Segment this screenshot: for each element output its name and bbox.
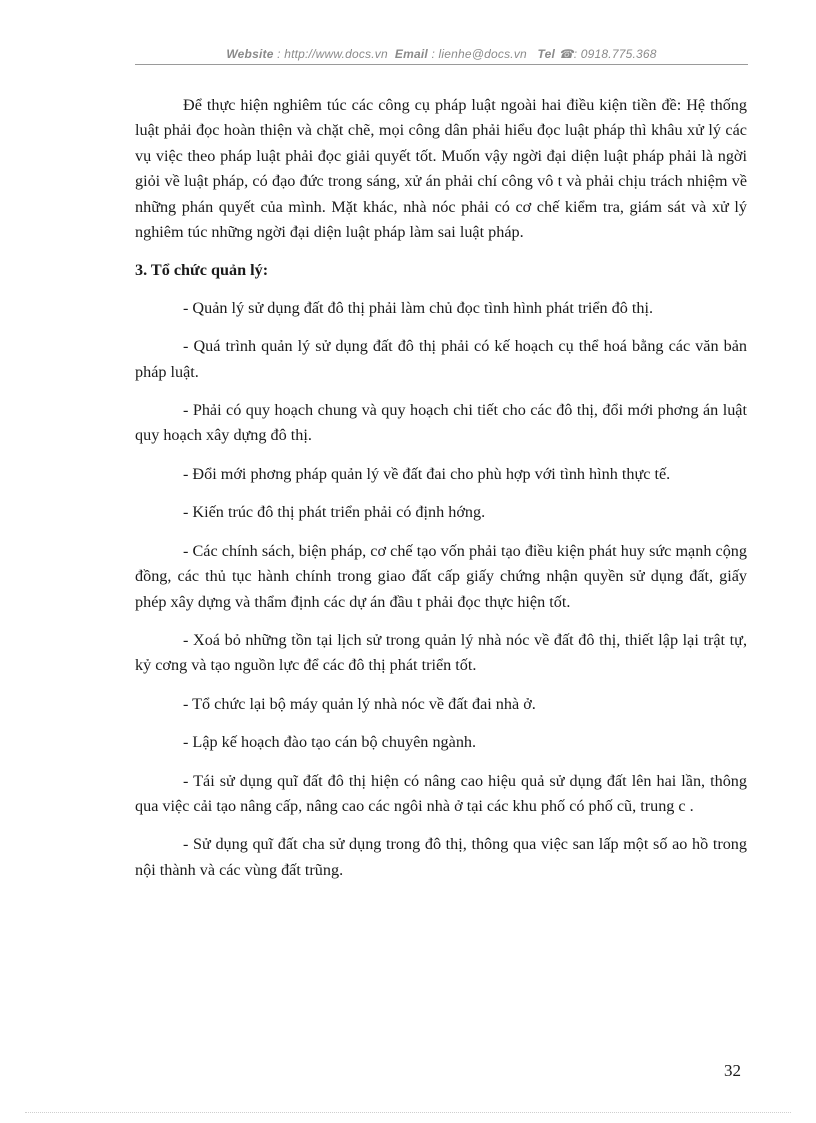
list-item: - Tổ chức lại bộ máy quản lý nhà nóc về đất đai nhà ở.: [183, 694, 536, 713]
list-item: - Quá trình quản lý sử dụng đất đô thị phải có kế hoạch cụ thể hoá bằng các văn bản pháp luật.: [135, 337, 747, 381]
section-heading: 3. Tổ chức quản lý:: [135, 261, 269, 280]
list-item: - Xoá bỏ những tồn tại lịch sử trong quản lý nhà nóc về đất đô thị, thiết lập lại trật tự, kỷ cơng và tạo nguồn lực để các đô thị phát triển tốt.: [135, 630, 747, 675]
list-item: - Các chính sách, biện pháp, cơ chế tạo vốn phải tạo điều kiện phát huy sức mạnh cộng đồng, các thủ tục hành chính trong giao đất cấp giấy chứng nhận quyền sử dụng đất, giấy phép xây dựng và thẩm định các dự án đầu t phải đọc thực hiện tốt.: [135, 541, 747, 611]
tel-label: Tel: [537, 47, 556, 61]
email-label: Email: [394, 47, 428, 61]
list-item: - Đổi mới phơng pháp quản lý về đất đai cho phù hợp với tình hình thực tế.: [183, 464, 671, 483]
list-item: - Lập kế hoạch đào tạo cán bộ chuyên ngành.: [183, 733, 477, 752]
website-value: : http://www.docs.vn: [277, 47, 388, 61]
page-number: 32: [724, 1061, 741, 1080]
document-body: [135, 93, 747, 896]
email-value: : lienhe@docs.vn: [431, 47, 527, 61]
website-label: Website: [226, 47, 274, 61]
list-item: - Phải có quy hoạch chung và quy hoạch chi tiết cho các đô thị, đổi mới phơng án luật quy hoạch xây dựng đô thị.: [135, 401, 747, 445]
intro-paragraph: Để thực hiện nghiêm túc các công cụ pháp luật ngoài hai điều kiện tiền đề: Hệ thống luật phải đọc hoàn thiện và chặt chẽ, mọi công dân phải hiểu đọc luật pháp thì khâu xử lý các vụ việc theo pháp luật phải đọc giải quyết tốt. Muốn vậy ngời đại diện luật pháp phải là ngời giỏi về luật pháp, có đạo đức trong sáng, xử án phải chí công vô t và phải chịu trách nhiệm về những phán quyết của mình. Mặt khác, nhà nóc phải có cơ chế kiểm tra, giám sát và xử lý nghiêm túc những ngời đại diện luật pháp làm sai luật pháp.: [135, 96, 747, 242]
list-item: - Sử dụng quĩ đất cha sử dụng trong đô thị, thông qua việc san lấp một số ao hồ trong nội thành và các vùng đất trũng.: [135, 835, 747, 879]
tel-value: : 0918.775.368: [573, 47, 657, 61]
header-divider: [135, 64, 748, 65]
page-header: [135, 47, 748, 61]
list-item: - Tái sử dụng quĩ đất đô thị hiện có nâng cao hiệu quả sử dụng đất lên hai lần, thông qua việc cải tạo nâng cấp, nâng cao các ngôi nhà ở tại các khu phố có phố cũ, trung c .: [135, 771, 747, 815]
list-item: - Kiến trúc đô thị phát triển phải có định hớng.: [183, 503, 486, 522]
list-item: - Quản lý sử dụng đất đô thị phải làm chủ đọc tình hình phát triển đô thị.: [183, 298, 654, 317]
phone-icon: ☎: [558, 47, 574, 61]
footer-divider: [25, 1112, 791, 1113]
